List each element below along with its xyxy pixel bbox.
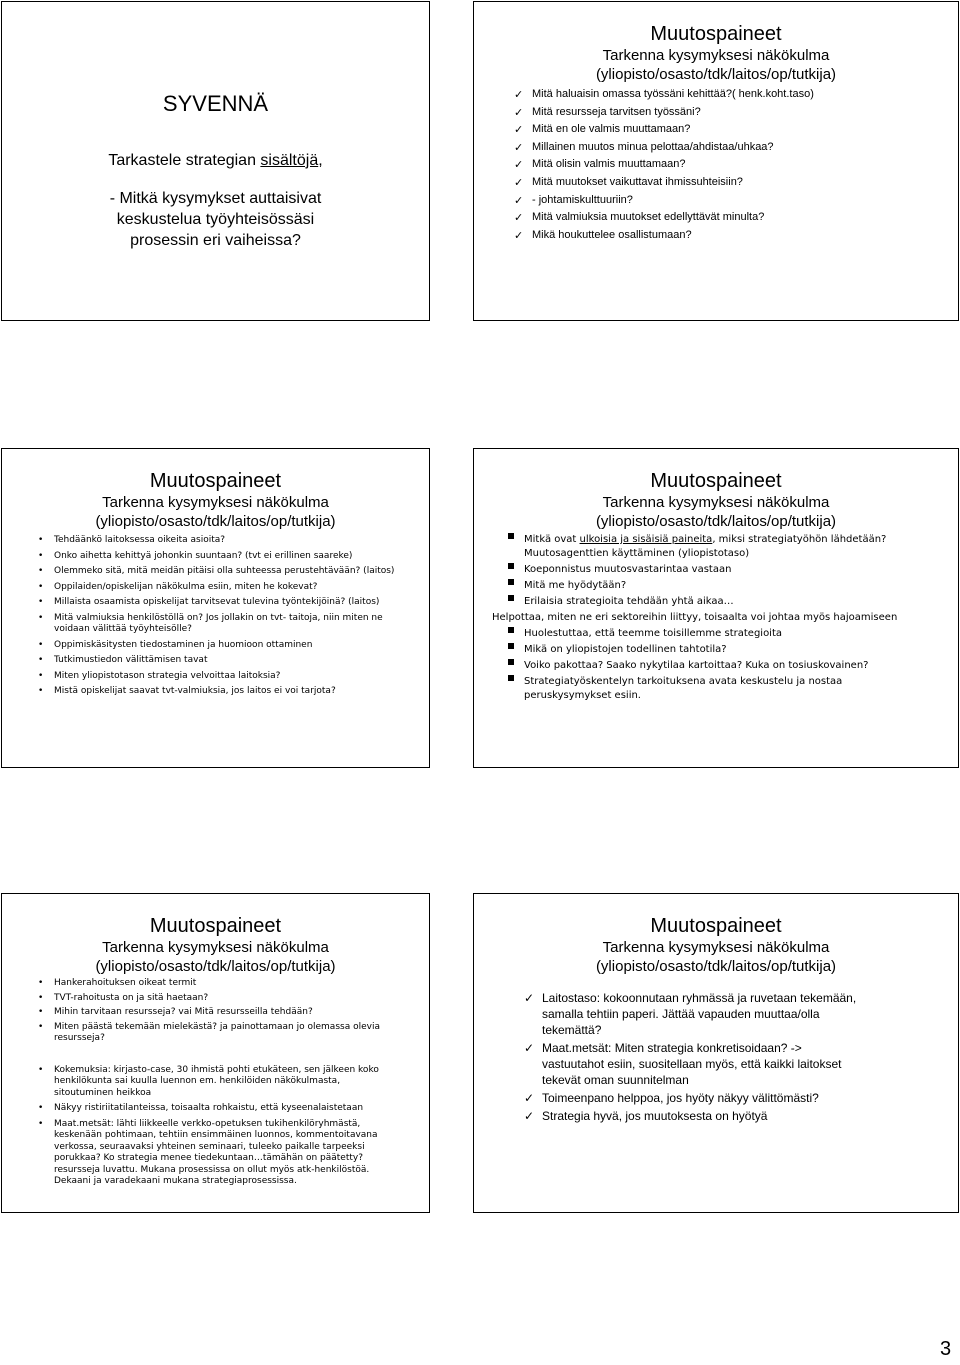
list-item: • Miten yliopistotason strategia velvoittaa laitoksia? (36, 671, 407, 683)
slide-muutospaineet-4 (1, 893, 430, 1213)
list-item: • Hankerahoituksen oikeat termit (36, 978, 401, 990)
list-item: Koeponnistus muutosvastarintaa vastaan (506, 563, 910, 577)
slide-muutospaineet-3 (473, 448, 959, 768)
list-item: ✓ Laitostaso: kokoonnutaan ryhmässä ja ruvetaan tekemään, samalla tehtiin paperi. Jättää vapauden muuttaa/olla tekemättä? (524, 990, 858, 1038)
paragraph: Helpottaa, miten ne eri sektoreihin liittyy, toisaalta voi johtaa myös hajoamiseen (492, 612, 898, 623)
slide-subtitle-scope: (yliopisto/osasto/tdk/laitos/op/tutkija) (595, 513, 837, 530)
list-item: • Tutkimustiedon välittämisen tavat (36, 655, 407, 667)
slide-muutospaineet-5 (473, 893, 959, 1213)
list-item: Mitkä ovat ulkoisia ja sisäisiä paineita, miksi strategiatyöhön lähdetään? Muutosagenttien käyttäminen (yliopistotaso) (506, 533, 910, 561)
body-line-3: keskustelua työyhteisössäsi (116, 211, 315, 228)
slide-body (2, 150, 429, 251)
list-item: • Oppimiskäsitysten tiedostaminen ja huomioon ottaminen (36, 640, 407, 652)
slide-subtitle: Tarkenna kysymyksesi näkökulma (602, 939, 830, 956)
list-item: ✓ Mitä resursseja tarvitsen työssäni? (514, 104, 948, 122)
body-line-2: - Mitkä kysymykset auttaisivat (109, 190, 322, 207)
list-item: ✓ Mitä valmiuksia muutokset edellyttävät minulta? (514, 209, 948, 227)
slide-subtitle: Tarkenna kysymyksesi näkökulma (602, 47, 830, 64)
list-item: ✓ - johtamiskulttuuriin? (514, 192, 948, 210)
page-number: 3 (940, 1338, 952, 1360)
list-item: • Olemmeko sitä, mitä meidän pitäisi olla suhteessa perustehtävään? (laitos) (36, 566, 407, 578)
pressures-link: ulkoisia ja sisäisiä paineita (579, 534, 713, 545)
list-item: • Maat.metsät: lähti liikkeelle verkko-opetuksen tukihenkilöryhmästä, keskenään pohtimaan, tehtiin ensimmäinen luonnos, kommentoitavana verkossa, seuraavaksi yhteinen seminaari, tuleeko paikalle tarpeeksi porukkaa? Ko strategia menee tiedekuntaan…tämähän on päätetty? resursseja luvattu. Mukana prosessissa on ollut myös atk-henkilöstöä. Dekaani ja varadekaani mukana strategiaprosessissa. (36, 1119, 401, 1188)
body-line-1: Tarkastele strategian sisältöjä, (108, 152, 323, 169)
bullet-list (492, 533, 910, 703)
slide-title: Muutospaineet (149, 915, 282, 937)
content-link: sisältöjä (260, 152, 319, 169)
list-item: ✓ Mitä muutokset vaikuttavat ihmissuhteisiin? (514, 174, 948, 192)
slide-subtitle-scope: (yliopisto/osasto/tdk/laitos/op/tutkija) (595, 66, 837, 83)
list-item: • Miten päästä tekemään mielekästä? ja painottamaan jo olemassa olevia resursseja? (36, 1022, 401, 1045)
list-item: • Mihin tarvitaan resursseja? vai Mitä resursseilla tehdään? (36, 1007, 401, 1019)
slide-title: Muutospaineet (149, 470, 282, 492)
list-item: ✓ Millainen muutos minua pelottaa/ahdistaa/uhkaa? (514, 139, 948, 157)
list-item: ✓ Toimeenpano helppoa, jos hyöty näkyy välittömästi? (524, 1090, 858, 1106)
checklist (524, 990, 858, 1124)
slide-subtitle: Tarkenna kysymyksesi näkökulma (602, 494, 830, 511)
list-item: • Tehdäänkö laitoksessa oikeita asioita? (36, 535, 407, 547)
bullet-list (36, 535, 407, 698)
body-line-4: prosessin eri vaiheissa? (130, 232, 301, 249)
list-item: ✓ Mitä haluaisin omassa työssäni kehittää?( henk.koht.taso) (514, 86, 948, 104)
slide-title: Muutospaineet (650, 470, 782, 492)
slide-subtitle-scope: (yliopisto/osasto/tdk/laitos/op/tutkija) (95, 513, 336, 530)
slide-syvenna (1, 1, 430, 321)
slide-subtitle: Tarkenna kysymyksesi näkökulma (102, 939, 329, 956)
list-item: • TVT-rahoitusta on ja sitä haetaan? (36, 993, 401, 1005)
list-item: • Onko aihetta kehittyä johonkin suuntaan? (tvt ei erillinen saareke) (36, 551, 407, 563)
list-item: • Näkyy ristiriitatilanteissa, toisaalta rohkaistu, että kyseenalaistetaan (36, 1103, 401, 1115)
list-item: ✓ Mitä en ole valmis muuttamaan? (514, 121, 948, 139)
list-item: Huolestuttaa, että teemme toisillemme strategioita (506, 627, 910, 641)
slide-title: SYVENNÄ (162, 91, 269, 116)
slide-muutospaineet-2 (1, 448, 430, 768)
slide-subtitle-scope: (yliopisto/osasto/tdk/laitos/op/tutkija) (95, 958, 336, 975)
list-item: • Oppilaiden/opiskelijan näkökulma esiin, miten he kokevat? (36, 582, 407, 594)
checklist (514, 86, 948, 244)
list-item: ✓ Mikä houkuttelee osallistumaan? (514, 227, 948, 245)
list-item: Mikä on yliopistojen todellinen tahtotila? (506, 643, 910, 657)
bullet-list (36, 978, 401, 1188)
list-item: • Mistä opiskelijat saavat tvt-valmiuksia, jos laitos ei voi tarjota? (36, 686, 407, 698)
list-item: ✓ Mitä olisin valmis muuttamaan? (514, 156, 948, 174)
list-item: • Mitä valmiuksia henkilöstöllä on? Jos jollakin on tvt- taitoja, niin miten ne voidaan välittää työyhteisölle? (36, 613, 407, 636)
list-item: Voiko pakottaa? Saako nykytilaa kartoittaa? Kuka on tosiuskovainen? (506, 659, 910, 673)
list-item: • Kokemuksia: kirjasto-case, 30 ihmistä pohti etukäteen, sen jälkeen koko henkilökunta sai kuulla luennon em. henkilöiden näkökulmasta, sitoutuminen heikkoa (36, 1065, 401, 1100)
list-item: Mitä me hyödytään? (506, 579, 910, 593)
list-item: • Millaista osaamista opiskelijat tarvitsevat tulevina työntekijöinä? (laitos) (36, 597, 407, 609)
list-item: ✓ Maat.metsät: Miten strategia konkretisoidaan? -> vastuutahot esiin, suositellaan myös, että kaikki laitokset tekevät oman suunnitelman (524, 1040, 858, 1088)
list-item: ✓ Strategia hyvä, jos muutoksesta on hyötyä (524, 1108, 858, 1124)
slide-subtitle: Tarkenna kysymyksesi näkökulma (102, 494, 329, 511)
slide-title: Muutospaineet (650, 23, 782, 45)
slide-muutospaineet-1 (473, 1, 959, 321)
list-item: Erilaisia strategioita tehdään yhtä aikaa… (506, 595, 910, 609)
list-item: Strategiatyöskentelyn tarkoituksena avata keskustelu ja nostaa peruskysymykset esiin. (506, 675, 910, 703)
slide-title: Muutospaineet (650, 915, 782, 937)
slide-subtitle-scope: (yliopisto/osasto/tdk/laitos/op/tutkija) (595, 958, 837, 975)
